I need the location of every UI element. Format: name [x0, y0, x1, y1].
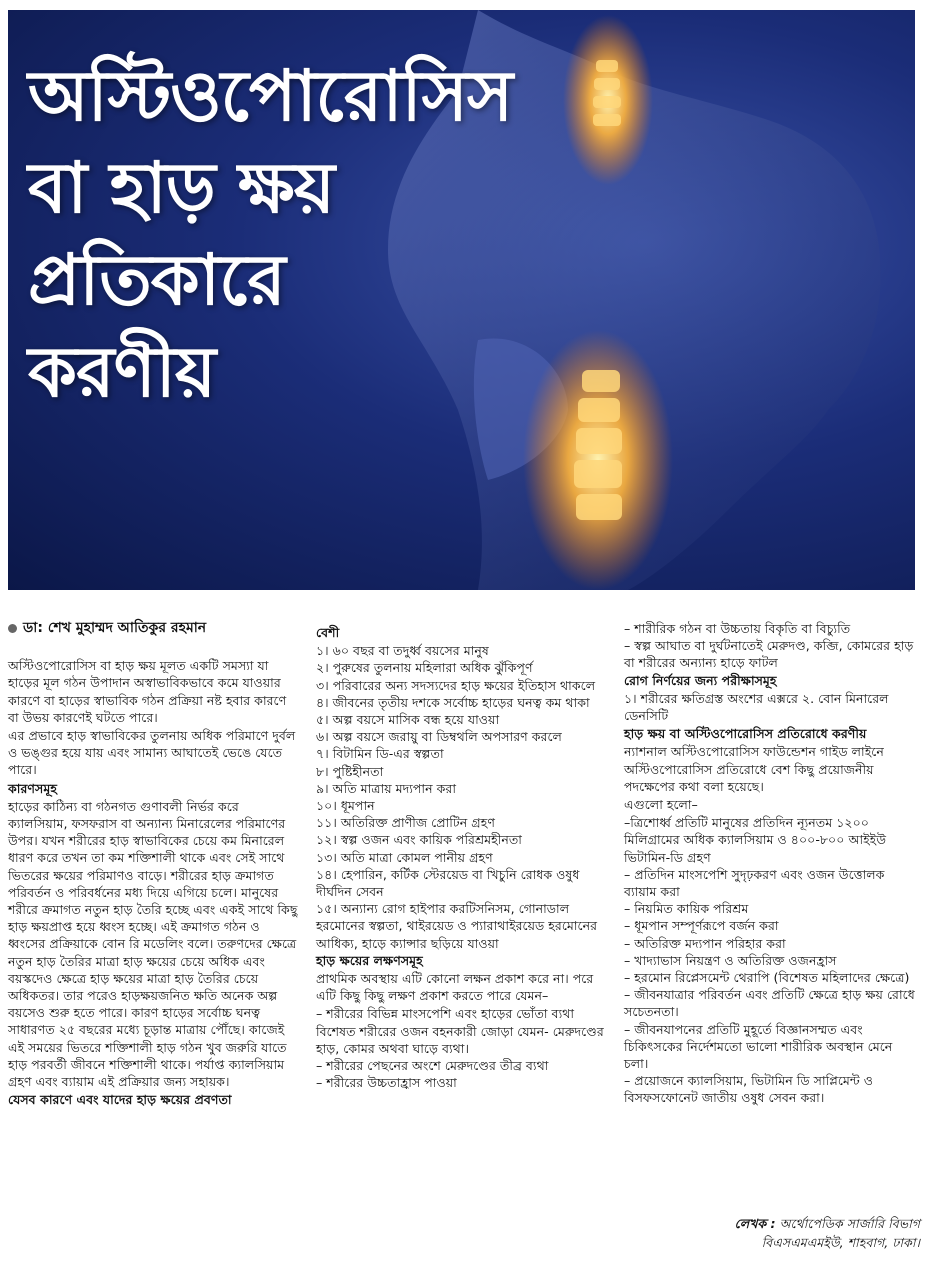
risk-item: ১৫। অন্যান্য রোগ হাইপার করটিসনিসম, গোনাডাল হরমোনের স্বল্পতা, থাইরয়েড ও প্যারাথাইরয়েড হরমোনের আধিক্য, হাড়ে ক্যান্সার ছড়িয়ে যাওয়া: [316, 901, 598, 951]
risk-item: ৫। অল্প বয়সে মাসিক বন্ধ হয়ে যাওয়া: [316, 712, 500, 728]
causes-paragraph: হাড়ের কাঠিন্য বা গঠনগত গুণাবলী নির্ভর করে ক্যালসিয়াম, ফসফরাস বা অন্যান্য মিনারেলের পরিমাণের উপর। যখন শরীরের হাড় স্বাভাবিকের চেয়ে কম মিনারেল ধারণ করে তখন তা কম শক্তিশালী থাকে এবং সেই সাথে ভিতরের ক্ষয়ের পরিমাণও বাড়ে। শরীরের হাড় ক্রমাগত পরিবর্তন ও পরিবর্ধনের মধ্য দিয়ে এগিয়ে চলে। মানুষের শরীরে ক্রমাগত নতুন হাড় তৈরি হচ্ছে এবং একই সাথে কিছু হাড় ক্ষয়প্রাপ্ত হয়ে ধ্বংস হচ্ছে। এই ক্রমাগত গঠন ও ধ্বংসের প্রক্রিয়াকে বোন রি মডেলিং বলে। তরুণদের ক্ষেত্রে নতুন হাড় তৈরির মাত্রা হাড় ক্ষয়ের চেয়ে অধিক এবং বয়স্কদেও ক্ষেত্রে হাড় ক্ষয়ের মাত্রা হাড় তৈরির চেয়ে অধিকতর। তার পরেও হাড়ক্ষয়জনিত ক্ষতি অনেক অল্প বয়সেও শুরু হতে পারে। কারণ হাড়ের সর্বোচ্চ ঘনত্ব সাধারণত ২৫ বছরের মধ্যে চূড়ান্ত মাত্রায় পৌঁছে। কাজেই এই সময়ের ভিতরে শক্তিশালী হাড় গঠন খুব জরুরি যাতে হাড় পরবর্তী জীবনে শক্তিশালী থাকে। পর্যাপ্ত ক্যালসিয়াম গ্রহণ এবং ব্যায়াম এই প্রক্রিয়ার জন্য সহায়ক।: [8, 798, 298, 1090]
article-column-3: [624, 620, 920, 1107]
tests-heading: রোগ নির্ণয়ের জন্য পরীক্ষাসমূহ: [624, 672, 777, 688]
risk-item: ৬। অল্প বয়সে জরায়ু বা ডিম্বথলি অপসারণ করলে: [316, 729, 562, 745]
risk-item: ২। পুরুষের তুলনায় মহিলারা অধিক ঝুঁকিপূর্ণ: [316, 660, 533, 676]
risk-item: ৪। জীবনের তৃতীয় দশকে সর্বোচ্চ হাড়ের ঘনত্ব কম থাকা: [316, 694, 590, 710]
symptom-item: – শরীরের উচ্চতাহ্রাস পাওয়া: [316, 1075, 457, 1091]
headline-line-2: বা হাড় ক্ষয়: [28, 147, 334, 229]
risk-item: ১০। ধূমপান: [316, 798, 375, 814]
risk-item: ১১। অতিরিক্ত প্রাণীজ প্রোটিন গ্রহণ: [316, 815, 495, 831]
byline-department: অর্থোপেডিক সার্জারি বিভাগ: [779, 1216, 920, 1231]
prevention-item: – জীবনযাপনের প্রতিটি মুহূর্তে বিজ্ঞানসম্মত এবং চিকিৎসকের নির্দেশমতো ভালো শারীরিক অবস্থান মেনে চলা।: [624, 1021, 893, 1072]
risk-item: ১২। স্বল্প ওজন এবং কায়িক পরিশ্রমহীনতা: [316, 832, 522, 848]
prevention-item: – প্রতিদিন মাংসপেশি সুদৃঢ়করণ এবং ওজন উত্তোলক ব্যায়াম করা: [624, 866, 885, 900]
prevention-item: – প্রয়োজনে ক্যালসিয়াম, ভিটামিন ডি সাপ্লিমেন্ট ও বিসফসফোনেট জাতীয় ওষুধ সেবন করা।: [624, 1073, 874, 1106]
risk-item: ৯। অতি মাত্রায় মদ্যপান করা: [316, 780, 456, 796]
risk-item: ১৩। অতি মাত্রা কোমল পানীয় গ্রহণ: [316, 849, 493, 865]
risk-item: ৮। পুষ্টিহীনতা: [316, 763, 384, 779]
risk-item: ১৪। হেপারিন, কর্টিক স্টেরয়েড বা খিচুনি রোধক ওষুধ দীর্ঘদিন সেবন: [316, 866, 580, 900]
prevention-lead: এগুলো হলো–: [624, 797, 698, 813]
symptoms-intro: প্রাথমিক অবস্থায় এটি কোনো লক্ষন প্রকাশ করে না। পরে এটি কিছু কিছু লক্ষণ প্রকাশ করতে পারে যেমন–: [316, 971, 594, 1004]
author-name: ডা: শেখ মুহাম্মদ আতিকুর রহমান: [23, 620, 207, 636]
symptoms-heading: হাড় ক্ষয়ের লক্ষণসমূহ: [316, 952, 423, 968]
prevention-item: – অতিরিক্ত মদ্যপান পরিহার করা: [624, 935, 786, 951]
risk-item: ৩। পরিবারের অন্য সদস্যদের হাড় ক্ষয়ের ইতিহাস থাকলে: [316, 677, 596, 693]
prevention-item: – জীবনযাত্রার পরিবর্তন এবং প্রতিটি ক্ষেত্রে হাড় ক্ষয় রোধে সচেতনতা।: [624, 987, 915, 1020]
causes-heading: কারণসমূহ: [8, 780, 57, 796]
article-column-1: [8, 620, 298, 1109]
symptom-item: – স্বল্প আঘাত বা দুর্ঘটনাতেই মেরুদণ্ড, কব্জি, কোমরের হাড় বা শরীরের অন্যান্য হাড়ে ফাটল: [624, 638, 914, 671]
risk-heading: যেসব কারণে এবং যাদের হাড় ক্ষয়ের প্রবণতা: [8, 1092, 232, 1108]
byline-institution: বিএসএমএমইউ, শাহবাগ, ঢাকা।: [761, 1235, 920, 1250]
intro-paragraph-1: অস্টিওপোরোসিস বা হাড় ক্ষয় মূলত একটি সমস্যা যা হাড়ের মূল গঠন উপাদান অস্বাভাবিকভাবে কমে যাওয়ার কারণে বা হাড়ের স্বাভাবিক গঠন প্রক্রিয়া নষ্ট হবার কারণে বা উভয় কারণেই ঘটতে পারে।: [8, 658, 287, 725]
risk-item: ৭। বিটামিন ডি-এর স্বল্পতা: [316, 746, 444, 762]
symptom-item: – শরীরের পেছনের অংশে মেরুদণ্ডের তীব্র ব্যথা: [316, 1058, 549, 1074]
symptom-item: – শরীরের বিভিন্ন মাংসপেশি এবং হাড়ের ভোঁতা ব্যথা বিশেষত শরীরের ওজন বহনকারী জোড়া যেমন- মেরুদণ্ডের হাড়, কোমর অথবা ঘাড়ে ব্যথা।: [316, 1006, 604, 1056]
headline: [28, 50, 588, 418]
tests-text: ১। শরীরের ক্ষতিগ্রস্ত অংশের এক্সরে ২. বোন মিনারেল ডেনসিটি: [624, 690, 889, 724]
article-column-2: [316, 624, 608, 1091]
author-line: [8, 620, 298, 637]
prevention-item: – নিয়মিত কায়িক পরিশ্রম: [624, 901, 749, 917]
headline-line-3: প্রতিকারে: [28, 239, 285, 321]
headline-line-4: করণীয়: [28, 331, 216, 413]
prevention-item: – খাদ্যাভাস নিয়ন্ত্রণ ও অতিরিক্ত ওজনহ্রাস: [624, 952, 837, 968]
prevention-item: –ত্রিশোর্ধ্ব প্রতিটি মানুষের প্রতিদিন ন্যূনতম ১২০০ মিলিগ্রামের অধিক ক্যালসিয়াম ও ৪০০-৮০০ আইইউ ভিটামিন-ডি গ্রহণ: [624, 815, 887, 865]
prevention-item: – ধূমপান সম্পূর্ণরূপে বর্জন করা: [624, 918, 779, 934]
byline: [640, 1214, 920, 1252]
symptom-item: – শারীরিক গঠন বা উচ্চতায় বিকৃতি বা বিচ্যুতি: [624, 621, 851, 636]
risk-heading-cont: বেশী: [316, 625, 340, 640]
prevention-heading: হাড় ক্ষয় বা অস্টিওপোরোসিস প্রতিরোধে করণীয়: [624, 726, 867, 742]
bullet-dot-icon: [8, 624, 17, 633]
prevention-intro: ন্যাশনাল অস্টিওপোরোসিস ফাউন্ডেশন গাইড লাইনে অস্টিওপোরোসিস প্রতিরোধে বেশ কিছু প্রয়োজনীয় পদক্ষেপের কথা বলা হয়েছে।: [624, 744, 884, 794]
prevention-item: – হরমোন রিপ্লেসমেন্ট থেরাপি (বিশেষত মহিলাদের ক্ষেত্রে): [624, 970, 910, 986]
intro-paragraph-2: এর প্রভাবে হাড় স্বাভাবিকের তুলনায় অধিক পরিমাণে দুর্বল ও ভঙ্গুর হয়ে যায় এবং সামান্য আঘাতেই ভেঙে যেতে পারে।: [8, 728, 296, 778]
headline-line-1: অস্টিওপোরোসিস: [28, 55, 513, 137]
hero-image: [8, 10, 915, 590]
risk-item: ১। ৬০ বছর বা তদুর্ধ্ব বয়সের মানুষ: [316, 643, 489, 659]
byline-label: লেখক :: [734, 1216, 776, 1231]
